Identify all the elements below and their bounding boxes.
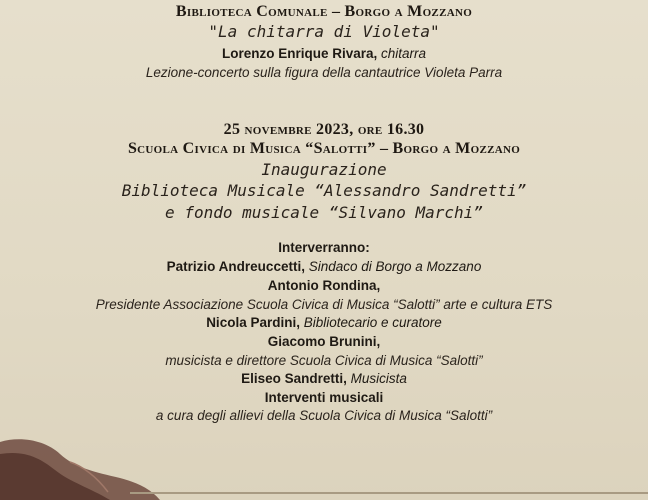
musical-description: a cura degli allievi della Scuola Civica di Musica “Salotti” [155, 408, 493, 423]
speaker-rondina-name: Antonio Rondina, [267, 278, 381, 293]
event1-performer [0, 46, 648, 61]
event1-venue: Biblioteca Comunale – Borgo a Mozzano [175, 3, 473, 20]
event2-line-inauguration: Inaugurazione [261, 160, 387, 179]
speakers-heading: Interverranno: [278, 240, 370, 255]
event1-title: "La chitarra di Violeta" [208, 22, 440, 41]
speaker-name: Patrizio Andreuccetti, [166, 259, 305, 274]
speaker-brunini-role: musicista e direttore Scuola Civica di Musica “Salotti” [165, 353, 483, 368]
event2-date: 25 novembre 2023, ore 16.30 [223, 121, 425, 138]
performer-role: chitarra [381, 46, 427, 61]
speaker-role: Sindaco di Borgo a Mozzano [308, 259, 482, 274]
event2-line-fund: e fondo musicale “Silvano Marchi” [165, 203, 483, 222]
event1-description: Lezione-concerto sulla figura della cantautrice Violeta Parra [145, 65, 503, 80]
event2-line-library: Biblioteca Musicale “Alessandro Sandretti” [121, 181, 527, 200]
speaker-role: Musicista [350, 371, 407, 386]
speaker-andreuccetti [0, 259, 648, 274]
speaker-role: Bibliotecario e curatore [303, 315, 442, 330]
speaker-name: Nicola Pardini, [206, 315, 300, 330]
speaker-pardini [0, 315, 648, 330]
speaker-rondina-role: Presidente Associazione Scuola Civica di Musica “Salotti” arte e cultura ETS [95, 297, 553, 312]
bottom-rule [130, 492, 648, 494]
performer-name: Lorenzo Enrique Rivara, [221, 46, 378, 61]
speaker-sandretti [0, 371, 648, 386]
speaker-name: Eliseo Sandretti, [241, 371, 347, 386]
ornament-illustration [0, 432, 160, 500]
musical-heading: Interventi musicali [264, 390, 384, 405]
event2-venue: Scuola Civica di Musica “Salotti” – Borgo a Mozzano [127, 140, 521, 157]
speaker-brunini-name: Giacomo Brunini, [267, 334, 381, 349]
